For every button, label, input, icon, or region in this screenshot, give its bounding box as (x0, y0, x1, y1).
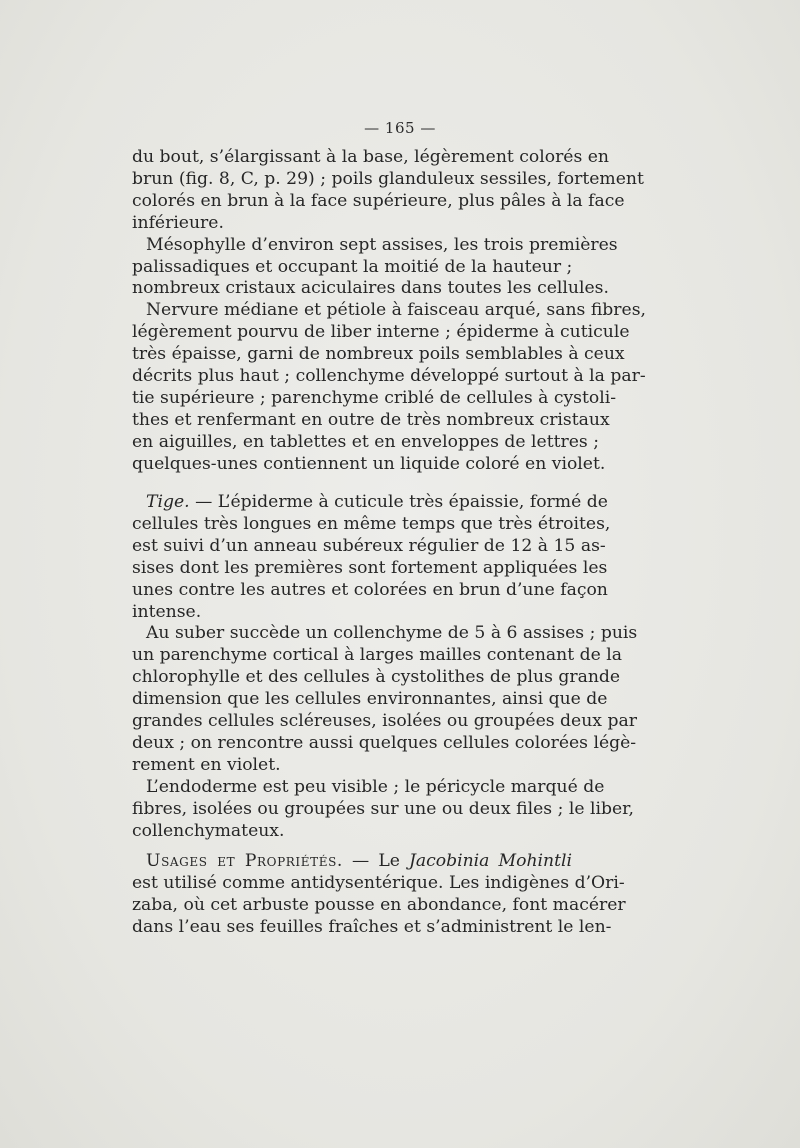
text-line: inférieure. (132, 212, 224, 233)
paragraph-stem-epidermis (132, 492, 611, 623)
text-line: colorés en brun à la face supérieure, plus pâles à la face (132, 190, 625, 211)
text-line: zaba, où cet arbuste pousse en abondance, font macérer (132, 894, 626, 915)
text-line: dans l’eau ses feuilles fraîches et s’administrent le len- (132, 916, 612, 937)
text-line: fibres, isolées ou groupées sur une ou deux files ; le liber, (132, 798, 634, 819)
text-line: L’endoderme est peu visible ; le péricycle marqué de (146, 776, 605, 797)
paragraph-midrib (132, 300, 646, 475)
species-name: Jacobinia Mohintli (409, 851, 572, 871)
paragraph-mesophyll (132, 234, 618, 301)
section-heading-usages: Usages et Propriétés. (146, 851, 343, 871)
text-line: légèrement pourvu de liber interne ; épiderme à cuticule (132, 322, 630, 343)
text-fragment: — L’épiderme à cuticule très épaissie, formé de (189, 492, 608, 512)
text-line: collenchymateux. (132, 820, 285, 841)
text-line: cellules très longues en même temps que très étroites, (132, 513, 611, 534)
text-line: est suivi d’un anneau subéreux régulier de 12 à 15 as- (132, 535, 606, 556)
text-line: palissadiques et occupant la moitié de la hauteur ; (132, 256, 573, 277)
section-heading-tige: Tige. (146, 492, 190, 512)
text-line: nombreux cristaux aciculaires dans toutes les cellules. (132, 278, 609, 299)
text-line: décrits plus haut ; collenchyme développé surtout à la par- (132, 366, 646, 387)
text-line: grandes cellules scléreuses, isolées ou groupées deux par (132, 711, 637, 732)
text-line: est utilisé comme antidysentérique. Les indigènes d’Ori- (132, 872, 625, 893)
text-line: en aiguilles, en tablettes et en enveloppes de lettres ; (132, 431, 599, 452)
text-line: tie supérieure ; parenchyme criblé de cellules à cystoli- (132, 387, 617, 408)
text-line: Nervure médiane et pétiole à faisceau arqué, sans fibres, (146, 300, 646, 321)
text-fragment: — Le (342, 851, 409, 871)
text-line: Au suber succède un collenchyme de 5 à 6 assises ; puis (146, 623, 638, 644)
text-line: quelques-unes contiennent un liquide coloré en violet. (132, 453, 606, 474)
text-line: sises dont les premières sont fortement appliquées les (132, 557, 608, 578)
text-line (132, 492, 608, 514)
leaf-description (132, 147, 646, 476)
text-line: chlorophylle et des cellules à cystolithes de plus grande (132, 667, 621, 688)
text-line: rement en violet. (132, 754, 281, 775)
paragraph-stem-endoderm (132, 776, 634, 843)
page-number: — 165 — (364, 119, 436, 137)
text-line: intense. (132, 601, 202, 622)
usages-section (132, 851, 626, 939)
text-line: deux ; on rencontre aussi quelques cellules colorées légè- (132, 732, 637, 753)
paragraph-leaf-hairs (132, 147, 644, 235)
stem-section (132, 492, 638, 843)
text-line (132, 851, 572, 873)
paragraph-stem-cortex (132, 623, 638, 776)
text-line: très épaisse, garni de nombreux poils semblables à ceux (132, 344, 625, 365)
text-line: thes et renfermant en outre de très nombreux cristaux (132, 409, 610, 430)
text-line: brun (fig. 8, C, p. 29) ; poils glanduleux sessiles, fortement (132, 168, 644, 189)
text-line: dimension que les cellules environnantes, ainsi que de (132, 689, 608, 710)
text-line: un parenchyme cortical à larges mailles contenant de la (132, 645, 622, 666)
text-line: Mésophylle d’environ sept assises, les trois premières (146, 234, 618, 255)
text-line: du bout, s’élargissant à la base, légèrement colorés en (132, 147, 609, 167)
text-line: unes contre les autres et colorées en brun d’une façon (132, 579, 608, 600)
